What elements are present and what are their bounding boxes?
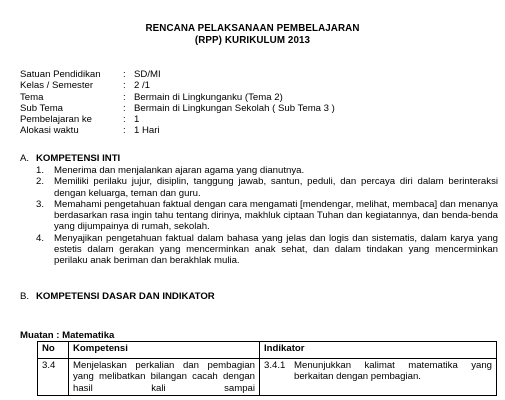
- identity-row-pembelajaran: [20, 114, 335, 125]
- muatan-label: Muatan : Matematika: [20, 330, 115, 341]
- list-item: [36, 233, 498, 267]
- table-header-row: [38, 342, 497, 359]
- section-title: KOMPETENSI DASAR DAN INDIKATOR: [36, 291, 215, 302]
- identity-value: 1: [134, 114, 140, 126]
- header-no: No: [38, 342, 69, 359]
- list-item: [36, 199, 498, 233]
- identity-value: 2 /1: [134, 80, 151, 92]
- section-title: KOMPETENSI INTI: [36, 153, 121, 164]
- identity-label: Kelas / Semester: [20, 80, 94, 92]
- document-subtitle: (RPP) KURIKULUM 2013: [194, 35, 311, 46]
- identity-label: Pembelajaran ke: [20, 114, 92, 126]
- list-number: 4.: [36, 232, 45, 244]
- identity-label: Satuan Pendidikan: [20, 69, 101, 80]
- section-letter: A.: [20, 153, 30, 164]
- header-indikator: Indikator: [260, 342, 497, 359]
- identity-separator: :: [123, 125, 126, 137]
- identity-separator: :: [123, 91, 126, 103]
- identity-separator: :: [123, 80, 126, 92]
- identity-row-satuan: [20, 69, 335, 80]
- header-kompetensi: Kompetensi: [69, 342, 260, 359]
- list-item-text: Menyajikan pengetahuan faktual dalam bahasa yang jelas dan logis dan sistematis, dalam karya yang estetis dalam gerakan yang mencerminkan anak sehat, dan dalam tindakan yang mencerminkan perilaku anak beriman dan berakhlak mulia.: [54, 232, 498, 267]
- list-item: [36, 165, 498, 176]
- identity-row-alokasi: [20, 125, 335, 136]
- identity-row-kelas: [20, 80, 335, 91]
- identity-block: [20, 69, 335, 137]
- section-heading-kompetensi-dasar: [20, 291, 215, 302]
- kompetensi-inti-list: [36, 165, 498, 267]
- list-number: 1.: [36, 165, 45, 176]
- document-title: RENCANA PELAKSANAAN PEMBELAJARAN: [145, 23, 360, 34]
- identity-row-subtema: [20, 103, 335, 114]
- identity-value: Bermain di Lingkungan Sekolah ( Sub Tema 3 ): [134, 102, 335, 114]
- identity-separator: :: [123, 102, 126, 114]
- list-item-text: Memahami pengetahuan faktual dengan cara mengamati [mendengar, melihat, membaca] dan menanya berdasarkan rasa ingin tahu tentang dirinya, makhluk ciptaan Tuhan dan kegiatannya, dan benda-benda yang dijumpainya di rumah, sekolah.: [54, 198, 498, 233]
- list-item-text: Menerima dan menjalankan ajaran agama yang dianutnya.: [54, 165, 305, 176]
- list-item-text: Memiliki perilaku jujur, disiplin, tanggung jawab, santun, peduli, dan percaya diri dalam berinteraksi dengan keluarga, teman dan guru.: [54, 176, 498, 199]
- list-number: 2.: [36, 176, 45, 188]
- section-heading-kompetensi-inti: [20, 153, 120, 164]
- identity-label: Tema: [20, 91, 44, 103]
- list-number: 3.: [36, 198, 45, 210]
- kompetensi-text: Menjelaskan perkalian dan pembagian yang melibatkan bilangan cacah dengan hasil kali sampai: [73, 360, 255, 394]
- identity-value: Bermain di Lingkunganku (Tema 2): [134, 91, 283, 103]
- identity-value: 1 Hari: [134, 125, 160, 137]
- identity-separator: :: [123, 69, 126, 80]
- identity-label: Sub Tema: [20, 102, 64, 114]
- kompetensi-table: [37, 341, 497, 396]
- indikator-text: Menunjukkan kalimat matematika yang berkaitan dengan pembagian.: [294, 360, 492, 383]
- section-letter: B.: [20, 291, 30, 302]
- list-item: [36, 176, 498, 199]
- identity-value: SD/MI: [134, 69, 161, 80]
- cell-indikator: [260, 359, 497, 396]
- identity-label: Alokasi waktu: [20, 125, 79, 137]
- identity-row-tema: [20, 92, 335, 103]
- table-row: [38, 359, 497, 396]
- identity-separator: :: [123, 114, 126, 126]
- cell-kompetensi: [69, 359, 260, 396]
- indikator-number: 3.4.1: [264, 360, 286, 371]
- cell-no: 3.4: [38, 359, 69, 396]
